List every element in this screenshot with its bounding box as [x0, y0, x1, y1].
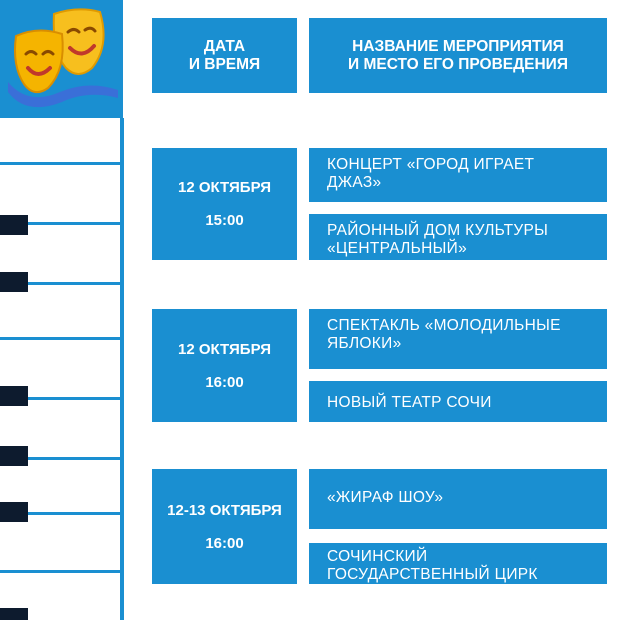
theatre-masks-icon — [8, 6, 118, 110]
event-date: 12 ОКТЯБРЯ — [178, 179, 271, 196]
piano-black-key — [0, 502, 28, 522]
event-time: 16:00 — [205, 534, 244, 552]
event-name: СПЕКТАКЛЬ «МОЛОДИЛЬНЫЕ ЯБЛОКИ» — [309, 309, 607, 369]
piano-black-key — [0, 215, 28, 235]
piano-line — [0, 337, 123, 340]
event-venue: РАЙОННЫЙ ДОМ КУЛЬТУРЫ «ЦЕНТРАЛЬНЫЙ» — [309, 214, 607, 260]
event-date-box — [152, 148, 297, 260]
event-date-box — [152, 309, 297, 422]
date-time-header: ДАТА И ВРЕМЯ — [152, 18, 297, 93]
event-time: 15:00 — [205, 212, 244, 229]
piano-black-key — [0, 272, 28, 292]
piano-border-line — [120, 118, 124, 620]
event-time: 16:00 — [205, 373, 244, 391]
event-venue: СОЧИНСКИЙ ГОСУДАРСТВЕННЫЙ ЦИРК — [309, 543, 607, 584]
event-name: «ЖИРАФ ШОУ» — [309, 469, 607, 529]
piano-black-key — [0, 386, 28, 406]
piano-line — [0, 570, 123, 573]
event-venue: НОВЫЙ ТЕАТР СОЧИ — [309, 381, 607, 422]
piano-line — [0, 162, 123, 165]
event-date-box — [152, 469, 297, 584]
event-name: КОНЦЕРТ «ГОРОД ИГРАЕТ ДЖАЗ» — [309, 148, 607, 202]
event-date: 12-13 ОКТЯБРЯ — [167, 501, 282, 519]
event-date: 12 ОКТЯБРЯ — [178, 340, 271, 358]
event-name-header: НАЗВАНИЕ МЕРОПРИЯТИЯ И МЕСТО ЕГО ПРОВЕДЕНИЯ — [309, 18, 607, 93]
piano-black-key — [0, 608, 28, 620]
piano-black-key — [0, 446, 28, 466]
piano-decoration — [0, 0, 123, 620]
